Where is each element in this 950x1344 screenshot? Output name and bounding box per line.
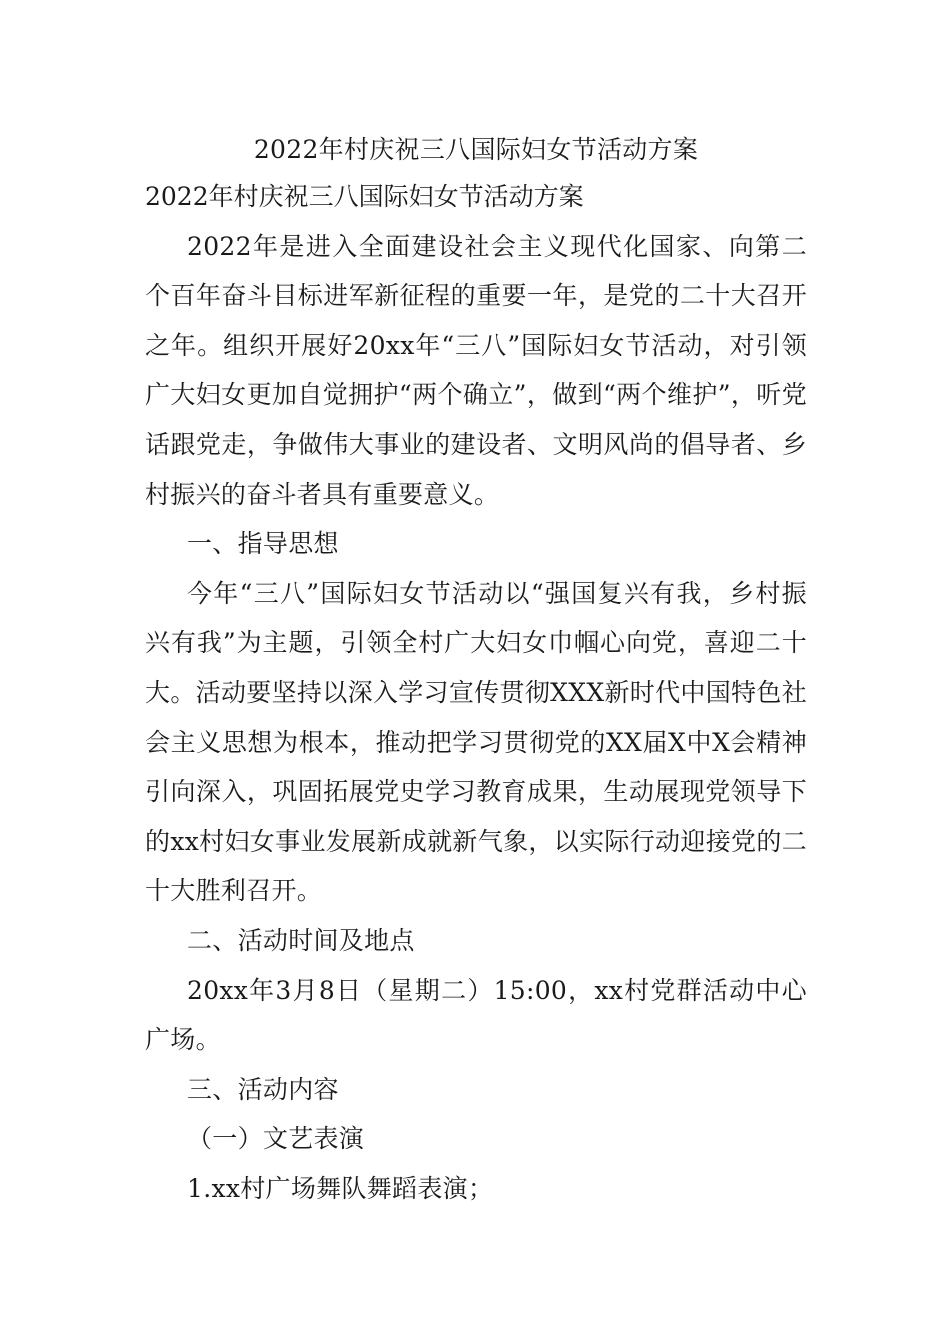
document-subtitle: 2022年村庆祝三八国际妇女节活动方案 bbox=[145, 182, 584, 211]
intro-paragraph: 2022年是进入全面建设社会主义现代化国家、向第二个百年奋斗目标进军新征程的重要一年，是党的二十大召开之年。组织开展好20xx年“三八”国际妇女节活动，对引领广大妇女更加自觉拥护“两个确立”，做到“两个维护”，听党话跟党走，争做伟大事业的建设者、文明风尚的倡导者、乡村振兴的奋斗者具有重要意义。 bbox=[145, 231, 807, 509]
list-item-dance-performance: 1.xx村广场舞队舞蹈表演； bbox=[187, 1173, 494, 1203]
document-body bbox=[145, 128, 807, 1213]
section-heading-guiding-ideology: 一、指导思想 bbox=[187, 529, 339, 559]
section-body-time-place: 20xx年3月8日（星期二）15:00，xx村党群活动中心广场。 bbox=[145, 975, 807, 1055]
document-title: 2022年村庆祝三八国际妇女节活动方案 bbox=[253, 135, 699, 164]
section-body-guiding-ideology: 今年“三八”国际妇女节活动以“强国复兴有我，乡村振兴有我”为主题，引领全村广大妇女巾帼心向党，喜迎二十大。活动要坚持以深入学习宣传贯彻XXX新时代中国特色社会主义思想为根本，推动把学习贯彻党的XX届X中X会精神引向深入，巩固拓展党史学习教育成果，生动展现党领导下的xx村妇女事业发展新成就新气象，以实际行动迎接党的二十大胜利召开。 bbox=[145, 578, 807, 906]
section-heading-activities: 三、活动内容 bbox=[187, 1074, 339, 1104]
subsection-heading-performance: （一）文艺表演 bbox=[187, 1124, 365, 1154]
section-heading-time-place: 二、活动时间及地点 bbox=[187, 925, 415, 955]
